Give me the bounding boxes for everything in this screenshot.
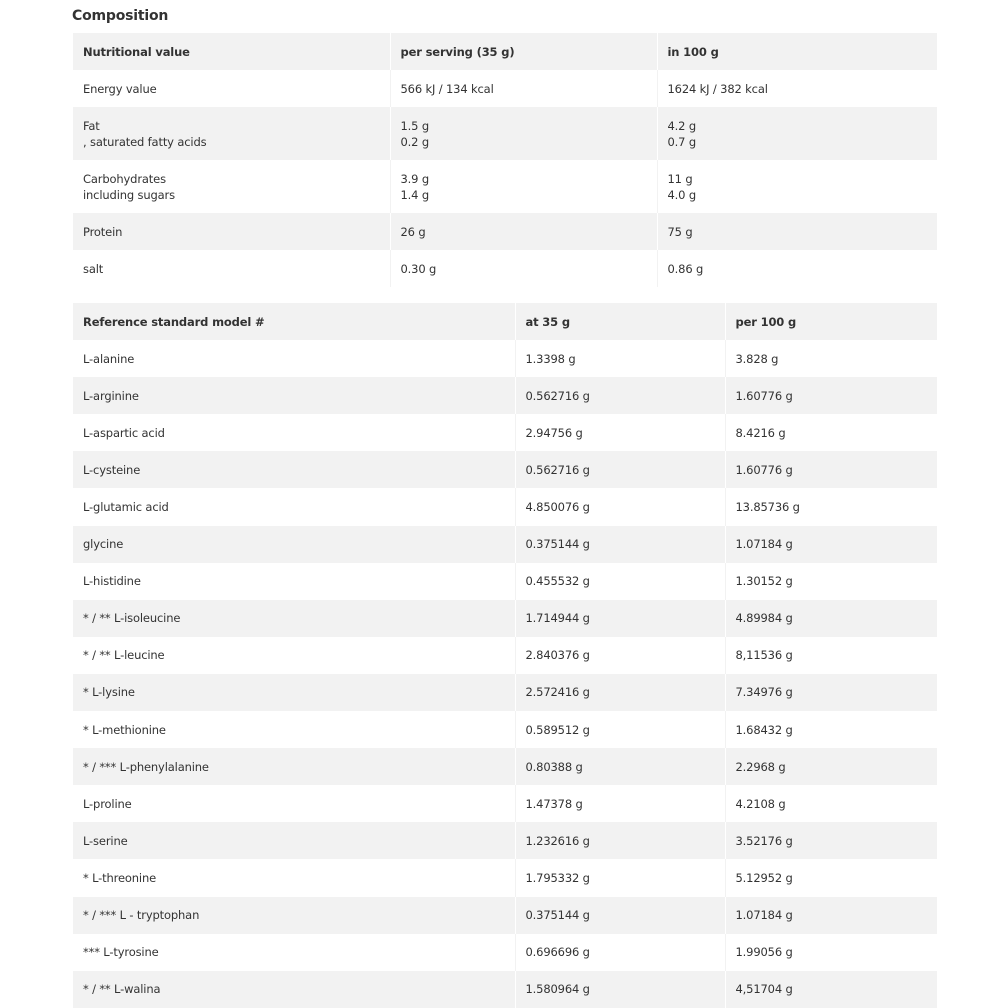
nutrient-name xyxy=(73,70,390,107)
serving-value xyxy=(390,107,657,160)
amount-at-35g: 0.455532 g xyxy=(515,563,725,600)
serving-value xyxy=(390,70,657,107)
per100-amount: 0.86 g xyxy=(667,261,704,276)
amount-per-100g: 1.60776 g xyxy=(735,462,793,477)
column-header-reference-model: Reference standard model # xyxy=(73,303,515,340)
serving-amount: 566 kJ / 134 kcal xyxy=(400,81,494,96)
table-row xyxy=(73,637,937,674)
per100-amount: 1624 kJ / 382 kcal xyxy=(667,81,768,96)
amino-acid-name: *** L-tyrosine xyxy=(73,934,515,971)
table-row xyxy=(73,213,937,250)
amount-per-100g: 3.52176 g xyxy=(735,833,793,848)
nutrient-label: Energy value xyxy=(83,81,157,96)
section-heading: Composition xyxy=(72,8,169,24)
amino-acid-name: * L-threonine xyxy=(73,859,515,896)
amount-per-100g: 4.89984 g xyxy=(735,611,793,626)
per100-amount: 75 g xyxy=(667,224,693,239)
amount-per-100g: 1.99056 g xyxy=(735,945,793,960)
amount-per-100g: 4.2108 g xyxy=(735,796,786,811)
table-row xyxy=(73,897,937,934)
table-row xyxy=(73,748,937,785)
column-header-nutritional-value: Nutritional value xyxy=(73,33,390,70)
amino-acid-name: * / ** L-isoleucine xyxy=(73,600,515,637)
serving-subamount: 0.2 g xyxy=(400,134,429,149)
nutrient-name xyxy=(73,160,390,213)
table-row xyxy=(73,526,937,563)
serving-amount: 1.5 g xyxy=(400,118,429,133)
amino-acid-name: L-alanine xyxy=(73,340,515,377)
amino-acid-name: L-glutamic acid xyxy=(73,488,515,525)
nutrient-sublabel: including sugars xyxy=(83,187,175,202)
amount-at-35g: 0.375144 g xyxy=(515,897,725,934)
amino-acid-name: L-serine xyxy=(73,822,515,859)
amount-at-35g: 1.3398 g xyxy=(515,340,725,377)
table-row xyxy=(73,934,937,971)
amount-at-35g: 0.589512 g xyxy=(515,711,725,748)
amino-acid-name: L-cysteine xyxy=(73,451,515,488)
amino-acid-name: * / ** L-leucine xyxy=(73,637,515,674)
nutrient-name xyxy=(73,107,390,160)
per100-amount: 11 g xyxy=(667,171,693,186)
nutrient-label: Fat xyxy=(83,118,100,133)
table-row xyxy=(73,859,937,896)
serving-value xyxy=(390,250,657,287)
amount-at-35g: 1.795332 g xyxy=(515,859,725,896)
table-row xyxy=(73,414,937,451)
column-header-in-100g: in 100 g xyxy=(667,44,719,59)
per100-subamount: 4.0 g xyxy=(667,187,696,202)
amount-per-100g: 2.2968 g xyxy=(735,759,786,774)
amount-at-35g: 1.47378 g xyxy=(515,785,725,822)
amount-per-100g: 1.07184 g xyxy=(735,537,793,552)
per100-value xyxy=(657,70,937,107)
per100-value xyxy=(657,107,937,160)
amount-per-100g: 3.828 g xyxy=(735,351,779,366)
amount-per-100g: 8,11536 g xyxy=(735,648,793,663)
nutrient-sublabel: , saturated fatty acids xyxy=(83,134,207,149)
amount-per-100g: 8.4216 g xyxy=(735,425,786,440)
amount-at-35g: 1.714944 g xyxy=(515,600,725,637)
amino-acid-name: * L-methionine xyxy=(73,711,515,748)
amino-acid-name: L-arginine xyxy=(73,377,515,414)
amount-at-35g: 2.572416 g xyxy=(515,674,725,711)
nutrient-name xyxy=(73,213,390,250)
amount-at-35g: 1.580964 g xyxy=(515,971,725,1008)
serving-value xyxy=(390,213,657,250)
amount-per-100g: 1.60776 g xyxy=(735,388,793,403)
amount-at-35g: 0.375144 g xyxy=(515,526,725,563)
table-header-row xyxy=(73,33,937,70)
table-row xyxy=(73,600,937,637)
amount-at-35g: 0.80388 g xyxy=(515,748,725,785)
table-row xyxy=(73,70,937,107)
amino-acid-name: * / *** L - tryptophan xyxy=(73,897,515,934)
table-row xyxy=(73,250,937,287)
table-row xyxy=(73,711,937,748)
table-row xyxy=(73,563,937,600)
table-row xyxy=(73,674,937,711)
table-row xyxy=(73,107,937,160)
table-row xyxy=(73,340,937,377)
amount-at-35g: 1.232616 g xyxy=(515,822,725,859)
nutrient-name xyxy=(73,250,390,287)
nutrient-label: salt xyxy=(83,261,104,276)
amino-acid-name: * L-lysine xyxy=(73,674,515,711)
serving-value xyxy=(390,160,657,213)
amino-acid-name: glycine xyxy=(73,526,515,563)
table-row xyxy=(73,377,937,414)
amount-per-100g: 4,51704 g xyxy=(735,982,793,997)
amount-per-100g: 7.34976 g xyxy=(735,685,793,700)
nutrition-table xyxy=(73,33,937,287)
table-row xyxy=(73,971,937,1008)
amount-at-35g: 2.94756 g xyxy=(515,414,725,451)
amount-per-100g: 13.85736 g xyxy=(735,500,800,515)
column-header-at-35g: at 35 g xyxy=(515,303,725,340)
amount-per-100g: 1.68432 g xyxy=(735,722,793,737)
amino-acid-name: * / ** L-walina xyxy=(73,971,515,1008)
amount-per-100g: 5.12952 g xyxy=(735,870,793,885)
amount-at-35g: 0.696696 g xyxy=(515,934,725,971)
amount-at-35g: 4.850076 g xyxy=(515,488,725,525)
nutrient-label: Protein xyxy=(83,224,123,239)
amino-acid-name: L-aspartic acid xyxy=(73,414,515,451)
per100-amount: 4.2 g xyxy=(667,118,696,133)
per100-value xyxy=(657,250,937,287)
serving-amount: 3.9 g xyxy=(400,171,429,186)
table-row xyxy=(73,160,937,213)
per100-subamount: 0.7 g xyxy=(667,134,696,149)
amount-per-100g: 1.30152 g xyxy=(735,574,793,589)
amino-acid-name: L-histidine xyxy=(73,563,515,600)
table-header-row xyxy=(73,303,937,340)
column-header-per-serving: per serving (35 g) xyxy=(390,33,657,70)
per100-value xyxy=(657,160,937,213)
amount-at-35g: 2.840376 g xyxy=(515,637,725,674)
serving-subamount: 1.4 g xyxy=(400,187,429,202)
amount-at-35g: 0.562716 g xyxy=(515,451,725,488)
serving-amount: 26 g xyxy=(400,224,426,239)
amount-at-35g: 0.562716 g xyxy=(515,377,725,414)
table-row xyxy=(73,785,937,822)
amount-per-100g: 1.07184 g xyxy=(735,908,793,923)
column-header-per-100g: per 100 g xyxy=(735,314,797,329)
per100-value xyxy=(657,213,937,250)
nutrient-label: Carbohydrates xyxy=(83,171,166,186)
amino-acid-table xyxy=(73,303,937,1008)
table-row xyxy=(73,451,937,488)
table-row xyxy=(73,488,937,525)
amino-acid-name: L-proline xyxy=(73,785,515,822)
table-row xyxy=(73,822,937,859)
serving-amount: 0.30 g xyxy=(400,261,437,276)
amino-acid-name: * / *** L-phenylalanine xyxy=(73,748,515,785)
